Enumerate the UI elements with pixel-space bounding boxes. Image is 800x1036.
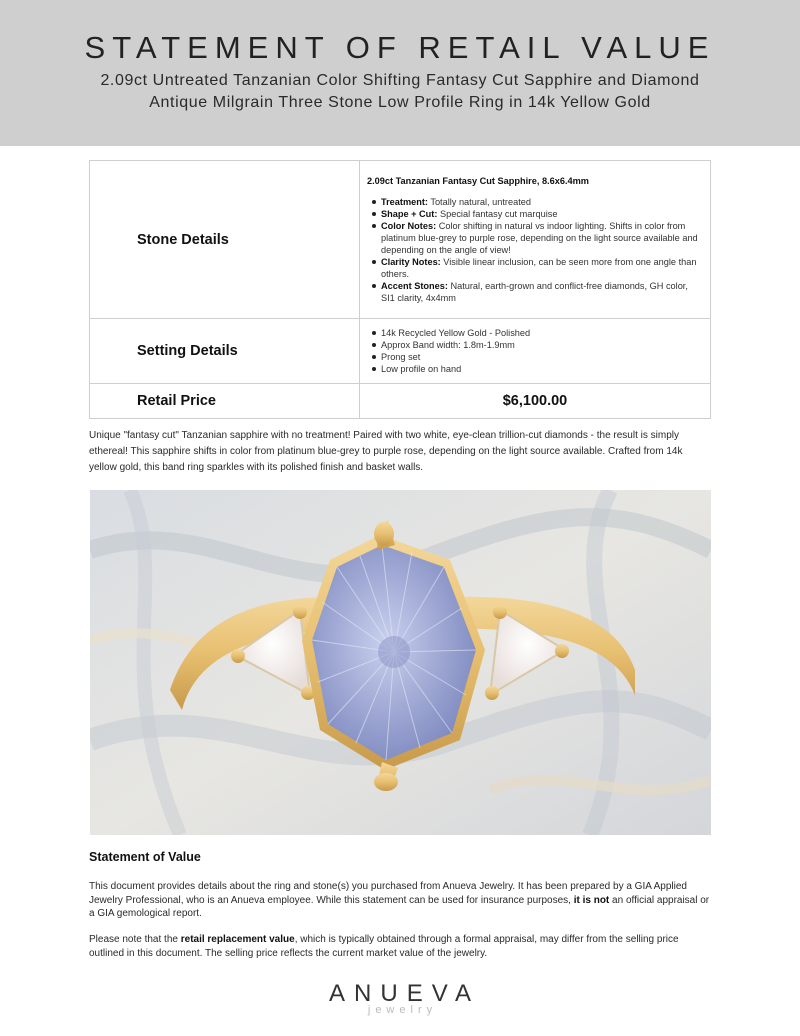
statement-emphasis: retail replacement value bbox=[180, 934, 295, 945]
retail-price-row bbox=[90, 384, 711, 419]
setting-details-row bbox=[90, 319, 711, 384]
list-item bbox=[381, 196, 702, 208]
statement-paragraph-2 bbox=[89, 933, 714, 960]
item-key: Color Notes: bbox=[381, 221, 437, 231]
brand-logo bbox=[0, 980, 800, 1016]
product-description: Unique "fantasy cut" Tanzanian sapphire with no treatment! Paired with two white, eye-clean trillion-cut diamonds - the result is simply ethereal! This sapphire shifts in color from platinum blue-grey to purple rose, depending on the light source available. Crafted from 14k yellow gold, this band ring sparkles with its polished finish and basket walls. bbox=[89, 430, 683, 473]
logo-sub: jewelry bbox=[367, 1004, 438, 1016]
product-title: 2.09ct Untreated Tanzanian Color Shifting Fantasy Cut Sapphire and Diamond Antique Milgrain Three Stone Low Profile Ring in 14k Yellow Gold bbox=[100, 72, 700, 111]
stone-details-content bbox=[360, 161, 711, 319]
statement-paragraph-1 bbox=[89, 880, 714, 921]
list-item: 14k Recycled Yellow Gold - Polished bbox=[381, 327, 702, 339]
retail-price-label: Retail Price bbox=[90, 384, 360, 419]
item-value: Natural, earth-grown and conflict-free diamonds, GH color, SI1 clarity, 4x4mm bbox=[381, 281, 688, 303]
list-item: Approx Band width: 1.8m-1.9mm bbox=[381, 339, 702, 351]
statement-heading: Statement of Value bbox=[89, 850, 201, 864]
statement-text: Please note that the bbox=[89, 934, 181, 945]
ring-illustration bbox=[90, 490, 711, 835]
statement-text: an official appraisal or a GIA gemological report. bbox=[89, 894, 710, 919]
stone-heading: 2.09ct Tanzanian Fantasy Cut Sapphire, 8.6x6.4mm bbox=[367, 176, 589, 186]
list-item bbox=[381, 208, 702, 220]
item-value: Color shifting in natural vs indoor lighting. Shifts in color from platinum blue-grey to purple rose, depending on the light source available and depending on the angle of view! bbox=[381, 221, 698, 255]
page-title: STATEMENT OF RETAIL VALUE bbox=[84, 30, 716, 65]
item-value: Special fantasy cut marquise bbox=[439, 209, 558, 219]
list-item: Prong set bbox=[381, 351, 702, 363]
stone-details-list bbox=[367, 196, 702, 304]
details-table bbox=[89, 160, 711, 419]
item-key: Accent Stones: bbox=[381, 281, 448, 291]
list-item bbox=[381, 220, 702, 256]
item-value: Totally natural, untreated bbox=[430, 197, 531, 207]
stone-details-row bbox=[90, 161, 711, 319]
statement-emphasis: it is not bbox=[573, 894, 610, 906]
setting-details-content bbox=[360, 319, 711, 384]
list-item bbox=[381, 256, 702, 280]
statement-text: This document provides details about the ring and stone(s) you purchased from Anueva Jewelry. It has been prepared by a GIA Applied Jewelry Professional, who is an Anueva employee. While this statement can be used for insurance purposes, bbox=[89, 881, 687, 906]
logo-name: ANUEVA bbox=[329, 980, 480, 1007]
item-key: Clarity Notes: bbox=[381, 257, 441, 267]
item-key: Shape + Cut: bbox=[381, 209, 438, 219]
ring-photo bbox=[90, 490, 711, 835]
item-key: Treatment: bbox=[381, 197, 428, 207]
stone-details-label: Stone Details bbox=[90, 161, 360, 319]
retail-price-value: $6,100.00 bbox=[360, 384, 711, 419]
list-item bbox=[381, 280, 702, 304]
item-value: Visible linear inclusion, can be seen more from one angle than others. bbox=[381, 257, 697, 279]
setting-details-list bbox=[367, 327, 702, 375]
list-item: Low profile on hand bbox=[381, 363, 702, 375]
page-header bbox=[0, 0, 800, 146]
setting-details-label: Setting Details bbox=[90, 319, 360, 384]
statement-text: , which is typically obtained through a formal appraisal, may differ from the selling price outlined in this document. The selling price reflects the current market value of the jewelry. bbox=[89, 934, 679, 959]
